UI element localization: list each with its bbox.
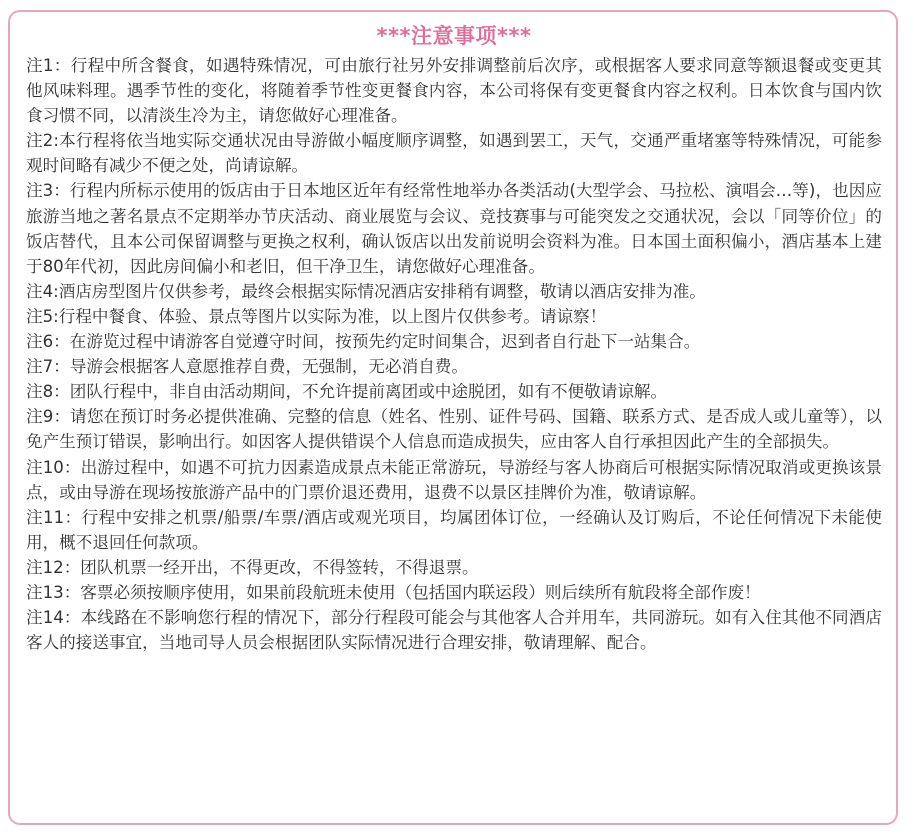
note-8: 注8：团队行程中，非自由活动期间，不允许提前离团或中途脱团，如有不便敬请谅解。 xyxy=(26,382,668,402)
note-9: 注9：请您在预订时务必提供准确、完整的信息（姓名、性别、证件号码、国籍、联系方式、是否成人或儿童等），以免产生预订错误，影响出行。如因客人提供错误个人信息而造成损失，应由客人自行承担因此产生的全部损失。 xyxy=(26,407,882,452)
note-12: 注12：团队机票一经开出，不得更改，不得签转，不得退票。 xyxy=(26,557,479,577)
note-10: 注10：出游过程中，如遇不可抗力因素造成景点未能正常游玩，导游经与客人协商后可根据实际情况取消或更换该景点，或由导游在现场按旅游产品中的门票价退还费用，退费不以景区挂牌价为准，敬请谅解。 xyxy=(26,457,882,502)
note-1: 注1：行程中所含餐食，如遇特殊情况，可由旅行社另外安排调整前后次序，或根据客人要求同意等额退餐或变更其他风味料理。遇季节性的变化，将随着季节性变更餐食内容，本公司将保有变更餐食内容之权利。日本饮食与国内饮食习惯不同，以清淡生冷为主，请您做好心理准备。 xyxy=(26,56,882,126)
notice-title: ***注意事项*** xyxy=(376,24,532,48)
note-2: 注2:本行程将依当地实际交通状况由导游做小幅度顺序调整，如遇到罢工，天气，交通严重堵塞等特殊情况，可能参观时间略有减少不便之处，尚请谅解。 xyxy=(26,131,882,176)
note-13: 注13：客票必须按顺序使用，如果前段航班未使用（包括国内联运段）则后续所有航段将全部作废！ xyxy=(26,582,761,602)
notice-list xyxy=(26,53,882,655)
note-7: 注7：导游会根据客人意愿推荐自费，无强制，无必消自费。 xyxy=(26,357,468,377)
note-5: 注5:行程中餐食、体验、景点等图片以实际为准，以上图片仅供参考。请谅察！ xyxy=(26,306,607,326)
note-6: 注6：在游览过程中请游客自觉遵守时间，按预先约定时间集合，迟到者自行赴下一站集合。 xyxy=(26,332,701,352)
notice-box xyxy=(8,10,898,825)
note-4: 注4:酒店房型图片仅供参考，最终会根据实际情况酒店安排稍有调整，敬请以酒店安排为准。 xyxy=(26,281,706,301)
note-11: 注11：行程中安排之机票/船票/车票/酒店或观光项目，均属团体订位，一经确认及订购后，不论任何情况下未能使用，概不退回任何款项。 xyxy=(26,507,882,552)
note-14: 注14：本线路在不影响您行程的情况下，部分行程段可能会与其他客人合并用车，共同游玩。如有入住其他不同酒店客人的接送事宜，当地司导人员会根据团队实际情况进行合理安排，敬请理解、配合。 xyxy=(26,608,882,653)
note-3: 注3：行程内所标示使用的饭店由于日本地区近年有经常性地举办各类活动(大型学会、马拉松、演唱会…等)，也因应旅游当地之著名景点不定期举办节庆活动、商业展览与会议、竞技赛事与可能突发之交通状况，会以「同等价位」的饭店替代，且本公司保留调整与更换之权利，确认饭店以出发前说明会资料为准。日本国土面积偏小，酒店基本上建于80年代初，因此房间偏小和老旧，但干净卫生，请您做好心理准备。 xyxy=(26,181,882,276)
